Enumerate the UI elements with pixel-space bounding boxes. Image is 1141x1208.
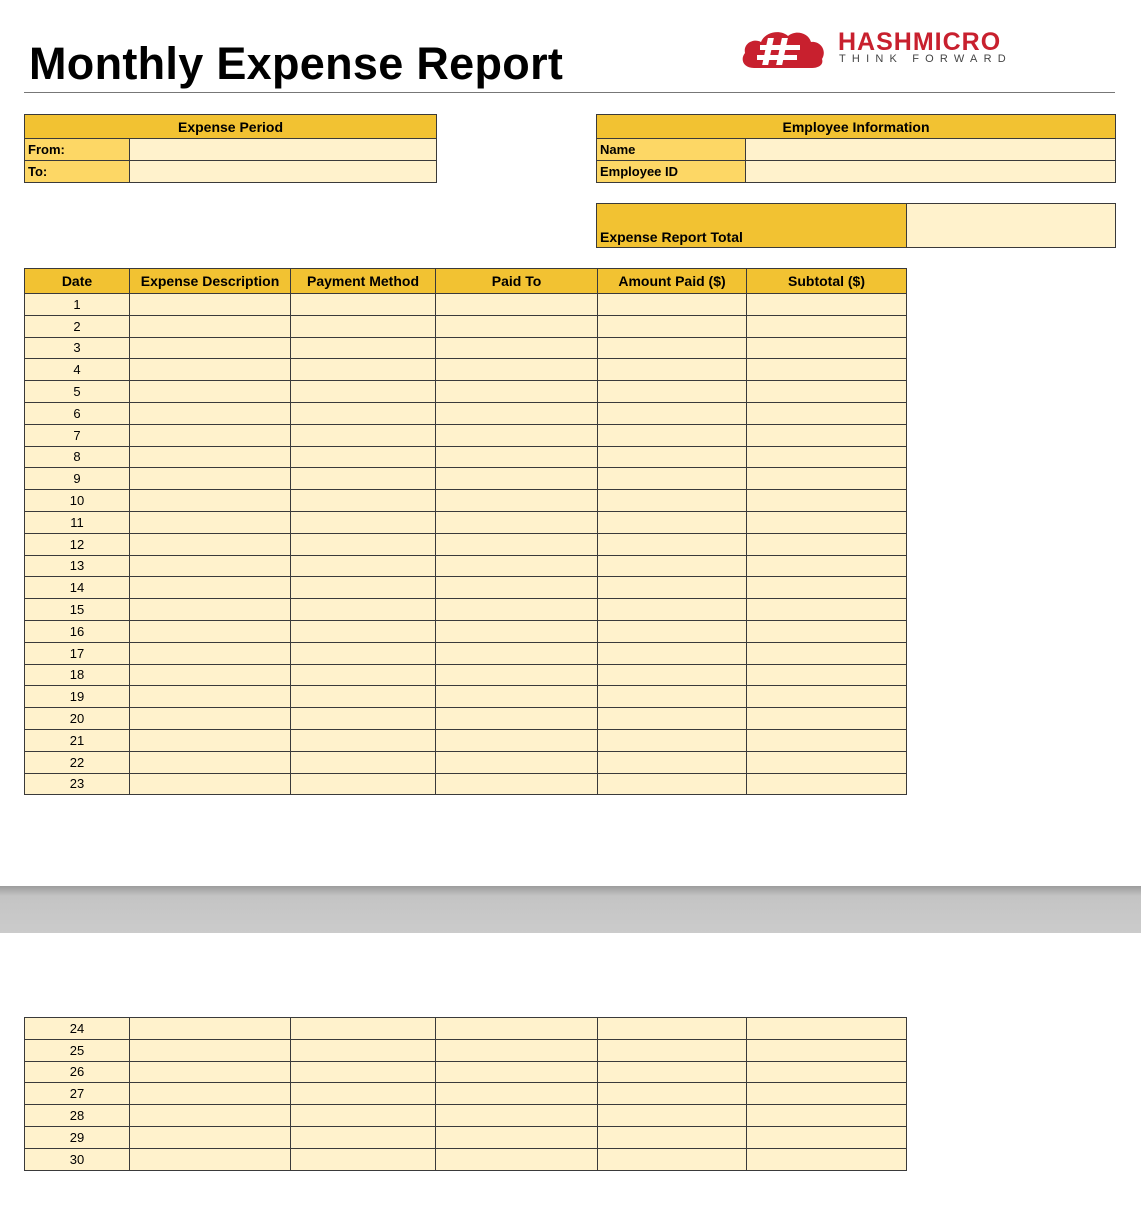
table-row — [25, 729, 907, 751]
paid-to-cell[interactable] — [436, 664, 598, 686]
subtotal-cell[interactable] — [747, 1018, 907, 1040]
paid-to-cell[interactable] — [436, 1126, 598, 1148]
description-cell[interactable] — [130, 381, 291, 403]
description-cell[interactable] — [130, 773, 291, 795]
page-break-divider — [0, 886, 1141, 933]
table-row — [25, 359, 907, 381]
payment-method-cell[interactable] — [291, 533, 436, 555]
subtotal-cell[interactable] — [747, 729, 907, 751]
paid-to-cell[interactable] — [436, 1061, 598, 1083]
subtotal-cell[interactable] — [747, 359, 907, 381]
table-row — [25, 490, 907, 512]
payment-method-cell[interactable] — [291, 1039, 436, 1061]
column-header-subtotal: Subtotal ($) — [747, 269, 907, 294]
payment-method-cell[interactable] — [291, 1018, 436, 1040]
table-row — [25, 1105, 907, 1127]
amount-paid-cell[interactable] — [598, 1105, 747, 1127]
date-cell: 7 — [25, 424, 130, 446]
amount-paid-cell[interactable] — [598, 773, 747, 795]
amount-paid-cell[interactable] — [598, 555, 747, 577]
paid-to-cell[interactable] — [436, 599, 598, 621]
table-row — [25, 424, 907, 446]
table-row — [25, 664, 907, 686]
amount-paid-cell[interactable] — [598, 315, 747, 337]
description-cell[interactable] — [130, 402, 291, 424]
table-row — [25, 555, 907, 577]
subtotal-cell[interactable] — [747, 664, 907, 686]
payment-method-cell[interactable] — [291, 686, 436, 708]
payment-method-cell[interactable] — [291, 468, 436, 490]
subtotal-cell[interactable] — [747, 751, 907, 773]
paid-to-cell[interactable] — [436, 294, 598, 316]
amount-paid-cell[interactable] — [598, 599, 747, 621]
date-cell: 28 — [25, 1105, 130, 1127]
payment-method-cell[interactable] — [291, 1105, 436, 1127]
payment-method-cell[interactable] — [291, 402, 436, 424]
subtotal-cell[interactable] — [747, 315, 907, 337]
payment-method-cell[interactable] — [291, 642, 436, 664]
amount-paid-cell[interactable] — [598, 642, 747, 664]
payment-method-cell[interactable] — [291, 315, 436, 337]
report-title: Monthly Expense Report — [29, 38, 564, 89]
paid-to-cell[interactable] — [436, 1039, 598, 1061]
payment-method-cell[interactable] — [291, 620, 436, 642]
payment-method-cell[interactable] — [291, 424, 436, 446]
subtotal-cell[interactable] — [747, 599, 907, 621]
amount-paid-cell[interactable] — [598, 337, 747, 359]
table-row — [25, 751, 907, 773]
description-cell[interactable] — [130, 599, 291, 621]
payment-method-cell[interactable] — [291, 577, 436, 599]
subtotal-cell[interactable] — [747, 402, 907, 424]
description-cell[interactable] — [130, 620, 291, 642]
employee-info-table — [596, 114, 1116, 183]
description-cell[interactable] — [130, 1126, 291, 1148]
description-cell[interactable] — [130, 511, 291, 533]
amount-paid-cell[interactable] — [598, 490, 747, 512]
amount-paid-cell[interactable] — [598, 402, 747, 424]
table-row — [25, 402, 907, 424]
date-cell: 18 — [25, 664, 130, 686]
date-cell: 3 — [25, 337, 130, 359]
date-cell: 11 — [25, 511, 130, 533]
payment-method-cell[interactable] — [291, 294, 436, 316]
date-cell: 29 — [25, 1126, 130, 1148]
description-cell[interactable] — [130, 1061, 291, 1083]
subtotal-cell[interactable] — [747, 468, 907, 490]
amount-paid-cell[interactable] — [598, 1126, 747, 1148]
date-cell: 14 — [25, 577, 130, 599]
employee-info-header: Employee Information — [597, 115, 1116, 139]
to-label: To: — [25, 161, 130, 183]
date-cell: 26 — [25, 1061, 130, 1083]
column-header-description: Expense Description — [130, 269, 291, 294]
table-row — [25, 315, 907, 337]
paid-to-cell[interactable] — [436, 555, 598, 577]
description-cell[interactable] — [130, 1148, 291, 1170]
description-cell[interactable] — [130, 294, 291, 316]
employee-id-field[interactable] — [746, 161, 1116, 183]
date-cell: 20 — [25, 708, 130, 730]
subtotal-cell[interactable] — [747, 337, 907, 359]
table-row — [25, 337, 907, 359]
amount-paid-cell[interactable] — [598, 729, 747, 751]
subtotal-cell[interactable] — [747, 1105, 907, 1127]
table-row — [25, 773, 907, 795]
payment-method-cell[interactable] — [291, 664, 436, 686]
expense-table-continued — [24, 1017, 907, 1171]
payment-method-cell[interactable] — [291, 490, 436, 512]
table-row — [25, 446, 907, 468]
date-cell: 12 — [25, 533, 130, 555]
description-cell[interactable] — [130, 1039, 291, 1061]
amount-paid-cell[interactable] — [598, 1083, 747, 1105]
table-row — [25, 1018, 907, 1040]
paid-to-cell[interactable] — [436, 1148, 598, 1170]
description-cell[interactable] — [130, 337, 291, 359]
description-cell[interactable] — [130, 555, 291, 577]
amount-paid-cell[interactable] — [598, 1148, 747, 1170]
description-cell[interactable] — [130, 424, 291, 446]
description-cell[interactable] — [130, 751, 291, 773]
paid-to-cell[interactable] — [436, 446, 598, 468]
date-cell: 4 — [25, 359, 130, 381]
amount-paid-cell[interactable] — [598, 1039, 747, 1061]
subtotal-cell[interactable] — [747, 1083, 907, 1105]
description-cell[interactable] — [130, 468, 291, 490]
subtotal-cell[interactable] — [747, 1126, 907, 1148]
paid-to-cell[interactable] — [436, 381, 598, 403]
date-cell: 25 — [25, 1039, 130, 1061]
column-header-amount-paid: Amount Paid ($) — [598, 269, 747, 294]
table-row — [25, 294, 907, 316]
amount-paid-cell[interactable] — [598, 424, 747, 446]
description-cell[interactable] — [130, 315, 291, 337]
date-cell: 27 — [25, 1083, 130, 1105]
amount-paid-cell[interactable] — [598, 446, 747, 468]
logo-tagline: THINK FORWARD — [839, 53, 1012, 65]
date-cell: 8 — [25, 446, 130, 468]
amount-paid-cell[interactable] — [598, 1018, 747, 1040]
date-cell: 1 — [25, 294, 130, 316]
subtotal-cell[interactable] — [747, 294, 907, 316]
paid-to-cell[interactable] — [436, 490, 598, 512]
amount-paid-cell[interactable] — [598, 468, 747, 490]
description-cell[interactable] — [130, 708, 291, 730]
paid-to-cell[interactable] — [436, 424, 598, 446]
date-cell: 6 — [25, 402, 130, 424]
date-cell: 22 — [25, 751, 130, 773]
table-row — [25, 620, 907, 642]
payment-method-cell[interactable] — [291, 555, 436, 577]
table-row — [25, 533, 907, 555]
paid-to-cell[interactable] — [436, 620, 598, 642]
date-cell: 19 — [25, 686, 130, 708]
subtotal-cell[interactable] — [747, 642, 907, 664]
description-cell[interactable] — [130, 446, 291, 468]
date-cell: 15 — [25, 599, 130, 621]
expense-period-table — [24, 114, 437, 183]
subtotal-cell[interactable] — [747, 1148, 907, 1170]
amount-paid-cell[interactable] — [598, 577, 747, 599]
description-cell[interactable] — [130, 664, 291, 686]
paid-to-cell[interactable] — [436, 315, 598, 337]
report-total-field[interactable] — [907, 204, 1116, 248]
subtotal-cell[interactable] — [747, 511, 907, 533]
date-cell: 10 — [25, 490, 130, 512]
amount-paid-cell[interactable] — [598, 1061, 747, 1083]
table-row — [25, 708, 907, 730]
description-cell[interactable] — [130, 642, 291, 664]
subtotal-cell[interactable] — [747, 555, 907, 577]
payment-method-cell[interactable] — [291, 1126, 436, 1148]
table-row — [25, 642, 907, 664]
description-cell[interactable] — [130, 1105, 291, 1127]
paid-to-cell[interactable] — [436, 577, 598, 599]
date-cell: 24 — [25, 1018, 130, 1040]
paid-to-cell[interactable] — [436, 729, 598, 751]
table-row — [25, 577, 907, 599]
payment-method-cell[interactable] — [291, 708, 436, 730]
amount-paid-cell[interactable] — [598, 620, 747, 642]
paid-to-cell[interactable] — [436, 533, 598, 555]
to-field[interactable] — [130, 161, 437, 183]
description-cell[interactable] — [130, 729, 291, 751]
date-cell: 9 — [25, 468, 130, 490]
payment-method-cell[interactable] — [291, 381, 436, 403]
payment-method-cell[interactable] — [291, 751, 436, 773]
payment-method-cell[interactable] — [291, 773, 436, 795]
paid-to-cell[interactable] — [436, 708, 598, 730]
payment-method-cell[interactable] — [291, 1083, 436, 1105]
description-cell[interactable] — [130, 686, 291, 708]
amount-paid-cell[interactable] — [598, 294, 747, 316]
paid-to-cell[interactable] — [436, 686, 598, 708]
subtotal-cell[interactable] — [747, 577, 907, 599]
subtotal-cell[interactable] — [747, 686, 907, 708]
payment-method-cell[interactable] — [291, 511, 436, 533]
subtotal-cell[interactable] — [747, 1061, 907, 1083]
subtotal-cell[interactable] — [747, 773, 907, 795]
amount-paid-cell[interactable] — [598, 686, 747, 708]
description-cell[interactable] — [130, 490, 291, 512]
amount-paid-cell[interactable] — [598, 381, 747, 403]
date-cell: 16 — [25, 620, 130, 642]
table-row — [25, 1039, 907, 1061]
table-row — [25, 686, 907, 708]
employee-id-label: Employee ID — [597, 161, 746, 183]
amount-paid-cell[interactable] — [598, 708, 747, 730]
description-cell[interactable] — [130, 533, 291, 555]
paid-to-cell[interactable] — [436, 1083, 598, 1105]
report-total-table — [596, 203, 1116, 248]
table-row — [25, 1126, 907, 1148]
subtotal-cell[interactable] — [747, 490, 907, 512]
description-cell[interactable] — [130, 1018, 291, 1040]
subtotal-cell[interactable] — [747, 1039, 907, 1061]
date-cell: 21 — [25, 729, 130, 751]
date-cell: 13 — [25, 555, 130, 577]
name-field[interactable] — [746, 139, 1116, 161]
column-header-date: Date — [25, 269, 130, 294]
subtotal-cell[interactable] — [747, 620, 907, 642]
payment-method-cell[interactable] — [291, 359, 436, 381]
subtotal-cell[interactable] — [747, 708, 907, 730]
date-cell: 23 — [25, 773, 130, 795]
expense-period-header: Expense Period — [25, 115, 437, 139]
hashmicro-logo — [740, 26, 1040, 72]
subtotal-cell[interactable] — [747, 533, 907, 555]
description-cell[interactable] — [130, 577, 291, 599]
from-label: From: — [25, 139, 130, 161]
title-divider — [24, 92, 1115, 93]
logo-wordmark: HASHMICRO — [838, 28, 1002, 56]
paid-to-cell[interactable] — [436, 1018, 598, 1040]
paid-to-cell[interactable] — [436, 642, 598, 664]
payment-method-cell[interactable] — [291, 1148, 436, 1170]
date-cell: 30 — [25, 1148, 130, 1170]
table-row — [25, 468, 907, 490]
report-total-label: Expense Report Total — [597, 204, 907, 248]
table-row — [25, 599, 907, 621]
table-row — [25, 1148, 907, 1170]
paid-to-cell[interactable] — [436, 511, 598, 533]
from-field[interactable] — [130, 139, 437, 161]
amount-paid-cell[interactable] — [598, 511, 747, 533]
name-label: Name — [597, 139, 746, 161]
cloud-hash-icon — [740, 28, 826, 70]
table-row — [25, 1061, 907, 1083]
paid-to-cell[interactable] — [436, 1105, 598, 1127]
description-cell[interactable] — [130, 359, 291, 381]
payment-method-cell[interactable] — [291, 599, 436, 621]
table-row — [25, 1083, 907, 1105]
paid-to-cell[interactable] — [436, 751, 598, 773]
amount-paid-cell[interactable] — [598, 751, 747, 773]
subtotal-cell[interactable] — [747, 424, 907, 446]
paid-to-cell[interactable] — [436, 402, 598, 424]
paid-to-cell[interactable] — [436, 359, 598, 381]
subtotal-cell[interactable] — [747, 381, 907, 403]
payment-method-cell[interactable] — [291, 337, 436, 359]
paid-to-cell[interactable] — [436, 337, 598, 359]
date-cell: 17 — [25, 642, 130, 664]
payment-method-cell[interactable] — [291, 729, 436, 751]
column-header-payment-method: Payment Method — [291, 269, 436, 294]
column-header-paid-to: Paid To — [436, 269, 598, 294]
amount-paid-cell[interactable] — [598, 664, 747, 686]
description-cell[interactable] — [130, 1083, 291, 1105]
payment-method-cell[interactable] — [291, 1061, 436, 1083]
table-row — [25, 511, 907, 533]
table-row — [25, 381, 907, 403]
paid-to-cell[interactable] — [436, 773, 598, 795]
subtotal-cell[interactable] — [747, 446, 907, 468]
payment-method-cell[interactable] — [291, 446, 436, 468]
date-cell: 2 — [25, 315, 130, 337]
amount-paid-cell[interactable] — [598, 533, 747, 555]
date-cell: 5 — [25, 381, 130, 403]
expense-table — [24, 268, 907, 795]
paid-to-cell[interactable] — [436, 468, 598, 490]
amount-paid-cell[interactable] — [598, 359, 747, 381]
